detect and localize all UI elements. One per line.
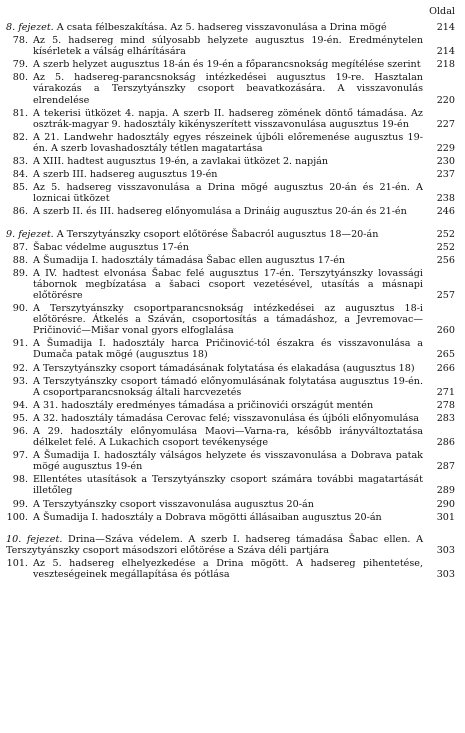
entry-title: A Terszytyánszky csoport visszavonulása augusztus 20-án [33,498,314,510]
entry-number: 89. [12,267,28,279]
toc-entry [6,426,455,448]
entry-number: 95. [12,412,28,424]
entry-title: A XIII. hadtest augusztus 19-én, a zavlakai ütközet 2. napján [33,156,329,168]
toc-entry [6,268,455,301]
chapter-heading [6,22,455,33]
entry-title: A Terszytyánszky csoport támadó előnyomulásának folytatása augusztus 19-én. A csoportparancsnokság általi harcvezetés [33,375,423,398]
entry-page-number: 266 [436,362,455,374]
entry-title: Az 5. hadsereg visszavonulása a Drina mögé augusztus 20-án és 21-én. A loznicai ütközet [33,182,423,205]
toc-entry [6,59,455,70]
chapter-text: A csata félbeszakítása. Az 5. hadsereg visszavonulása a Drina mögé [56,22,387,33]
toc-entry [6,338,455,360]
entry-page-number: 220 [436,94,455,106]
entry-number: 80. [12,72,28,84]
toc-entry [6,400,455,411]
entry-page-number: 303 [436,569,455,581]
entry-number: 85. [12,182,28,194]
toc-entry [6,255,455,266]
entry-number: 86. [12,206,28,218]
entry-page-number: 229 [436,142,455,154]
entry-title: A 21. Landwehr hadosztály egyes részeinek újbóli előremenése augusztus 19-én. A szerb lovashadosztály tétlen magatartása [33,131,423,154]
chapter-title [6,229,423,240]
entry-page-number: 218 [436,59,455,71]
toc-entry [6,169,455,180]
entry-title: A Šumadija I. hadosztály harca Pričinović-tól északra és visszavonulása a Dumača patak mögé (augusztus 18) [33,338,423,361]
toc-entry [6,499,455,510]
entry-page-number: 265 [436,349,455,361]
toc-entry [6,132,455,154]
entry-page-number: 238 [436,193,455,205]
entry-page-number: 287 [436,461,455,473]
toc-entry [6,206,455,217]
entry-number: 83. [12,156,28,168]
entry-page-number: 301 [436,511,455,523]
entry-number: 82. [12,131,28,143]
entry-title: A 31. hadosztály eredményes támadása a pričinovići országút mentén [33,399,374,411]
toc-entry [6,72,455,105]
entry-title: A 29. hadosztály előnyomulása Maovi—Varna-ra, később irányváltoztatása délkelet felé. A Lukachich csoport tevékenysége [33,426,423,449]
entry-number: 100. [6,511,28,523]
chapter-text: A Terszytyánszky csoport előtörése Šabacról augusztus 18—20-án [56,228,379,240]
entry-page-number: 257 [436,289,455,301]
entry-page-number: 237 [436,169,455,181]
entry-number: 88. [12,254,28,266]
entry-page-number: 227 [436,118,455,130]
page-column-header: Oldal [429,6,455,17]
entry-number: 81. [12,107,28,119]
toc-entry [6,376,455,398]
entry-title: Az 5. hadsereg-parancsnokság intézkedései augusztus 19-re. Hasztalan várakozás a Terszytyánszky csoport beavatkozására. A visszavonulás elrendelése [33,72,423,106]
entry-title: Az 5. hadsereg mind súlyosabb helyzete augusztus 19-én. Eredménytelen kísérletek a válság elhárítására [33,35,423,58]
toc-entry [6,242,455,253]
section-gap [6,525,455,534]
entry-number: 84. [12,169,28,181]
toc-entry [6,35,455,57]
entry-number: 78. [12,35,28,47]
entry-number: 91. [12,338,28,350]
entry-number: 93. [12,375,28,387]
entry-title: A 32. hadosztály támadása Cerovac felé; visszavonulása és újbóli előnyomulása [33,412,419,424]
entry-title: A szerb helyzet augusztus 18-án és 19-én a főparancsnokság megítélése szerint [33,59,421,71]
section-gap [6,220,455,229]
toc-entry [6,512,455,523]
chapter-label: 10. fejezet. [6,533,63,545]
toc-entry [6,413,455,424]
entry-number: 99. [12,498,28,510]
entry-number: 97. [12,450,28,462]
chapter-label: 8. fejezet. [6,22,54,33]
entry-number: 96. [12,426,28,437]
entry-number: 90. [12,303,28,315]
entry-page-number: 252 [436,241,455,253]
entry-page-number: 260 [436,325,455,337]
entry-title: A IV. hadtest elvonása Šabac felé augusztus 17-én. Terszytyánszky lovassági tábornok megbízatása a šabaci csoport vezetésével, utasítás a másnapi előtörésre [33,267,423,301]
entry-number: 92. [12,362,28,374]
toc-entry [6,108,455,130]
entry-page-number: 256 [436,254,455,266]
chapter-page-number: 252 [436,228,455,240]
entry-number: 101. [6,557,28,569]
toc-entry [6,156,455,167]
entry-title: A szerb II. és III. hadsereg előnyomulása a Drináig augusztus 20-án és 21-én [33,206,407,218]
entry-title: Šabac védelme augusztus 17-én [33,241,189,253]
entry-title: Az 5. hadsereg elhelyezkedése a Drina mögött. A hadsereg pihentetése, veszteségeinek megállapítása és pótlása [33,557,423,581]
entry-number: 94. [12,399,28,411]
chapter-label: 9. fejezet. [6,228,54,240]
chapter-heading [6,534,455,556]
entry-title: A Terszytyánszky csoport támadásának folytatása és elakadása (augusztus 18) [33,362,415,374]
toc-entry [6,363,455,374]
entry-title: A tekerisi ütközet 4. napja. A szerb II. hadsereg zömének döntő támadása. Az osztrák-magyar 9. hadosztály kikényszerített visszavonulása augusztus 19-én [33,107,423,130]
chapter-text: Drina—Száva védelem. A szerb I. hadsereg támadása Šabac ellen. A Terszytyánszky csoport másodszori előtörése a Száva déli partjára [6,533,423,556]
entry-title: A Šumadija I. hadosztály válságos helyzete és visszavonulása a Dobrava patak mögé augusztus 19-én [33,450,423,473]
entry-title: A Šumadija I. hadosztály támadása Šabac ellen augusztus 17-én [33,254,346,266]
entry-page-number: 271 [436,386,455,398]
entry-number: 87. [12,241,28,253]
chapter-title [6,534,423,556]
chapter-heading [6,229,455,240]
entry-title: A szerb III. hadsereg augusztus 19-én [33,169,218,181]
entry-number: 98. [12,474,28,486]
entry-page-number: 278 [436,399,455,411]
chapter-page-number: 214 [436,22,455,33]
toc-entry [6,303,455,336]
entry-page-number: 283 [436,412,455,424]
entry-title: A Terszytyánszky csoportparancsnokság intézkedései az augusztus 18-i előtörésre. Átkelés a Száván, csoportosítás a támadáshoz, a Jevremovac—Pričinović—Mišar vonal gyors elfoglalása [33,303,423,337]
toc-entry [6,182,455,204]
toc-entry [6,558,455,580]
entry-page-number: 246 [436,206,455,218]
entry-title: Ellentétes utasítások a Terszytyánszky csoport számára további magatartását illetőleg [33,474,423,497]
entry-page-number: 289 [436,485,455,497]
entry-page-number: 286 [436,437,455,449]
entry-title: A Šumadija I. hadosztály a Dobrava mögötti állásaiban augusztus 20-án [33,511,382,523]
entry-page-number: 290 [436,498,455,510]
chapter-page-number: 303 [436,544,455,556]
entry-page-number: 214 [436,46,455,58]
toc-entry [6,450,455,472]
chapter-title [6,22,423,33]
entry-page-number: 230 [436,156,455,168]
toc-entry [6,474,455,496]
table-of-contents [6,22,455,580]
entry-number: 79. [12,59,28,71]
